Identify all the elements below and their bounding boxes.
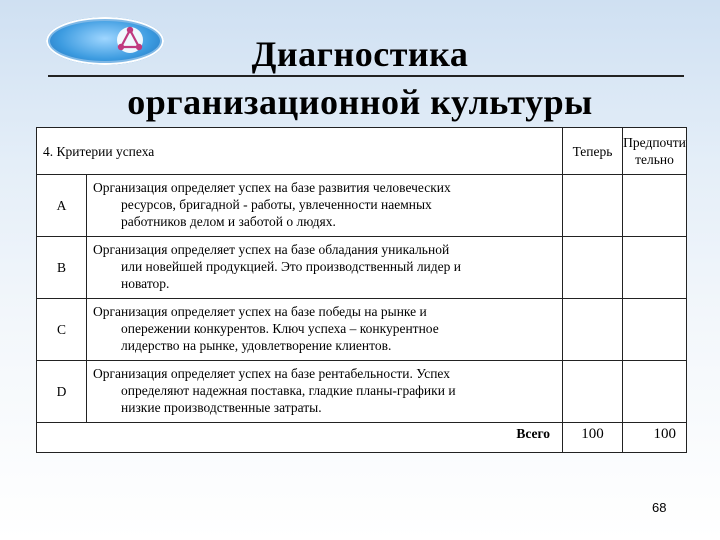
criteria-table xyxy=(36,127,687,453)
header-now: Теперь xyxy=(563,128,623,175)
total-label: Всего xyxy=(37,423,563,453)
row-letter: A xyxy=(37,175,87,237)
row-desc-line3: низкие производственные затраты. xyxy=(121,400,322,415)
table-row xyxy=(37,175,687,237)
row-desc-line3: новатор. xyxy=(121,276,170,291)
total-preferred: 100 xyxy=(623,423,687,453)
row-desc-line3: работников делом и заботой о людях. xyxy=(121,214,336,229)
table-total-row xyxy=(37,423,687,453)
row-preferred-cell[interactable] xyxy=(623,175,687,237)
header-preferred-line1: Предпочти xyxy=(623,135,686,150)
table-row xyxy=(37,299,687,361)
header-preferred xyxy=(623,128,687,175)
row-letter: C xyxy=(37,299,87,361)
row-now-cell[interactable] xyxy=(563,361,623,423)
page-title-line2: организационной культуры xyxy=(127,82,593,122)
table-header-row xyxy=(37,128,687,175)
header-preferred-line2: тельно xyxy=(635,152,674,167)
page-title-line1: Диагностика xyxy=(251,34,469,74)
row-desc-line1: Организация определяет успех на базе рентабельности. Успех xyxy=(93,366,450,381)
row-desc-line2: опережении конкурентов. Ключ успеха – конкурентное xyxy=(121,321,439,336)
row-description xyxy=(87,361,563,423)
row-now-cell[interactable] xyxy=(563,237,623,299)
row-desc-line2: ресурсов, бригадной - работы, увлеченности наемных xyxy=(121,197,432,212)
row-letter: D xyxy=(37,361,87,423)
row-desc-line3: лидерство на рынке, удовлетворение клиентов. xyxy=(121,338,392,353)
table-row xyxy=(37,361,687,423)
row-now-cell[interactable] xyxy=(563,299,623,361)
row-desc-line2: или новейшей продукцией. Это производственный лидер и xyxy=(121,259,461,274)
title-divider xyxy=(48,75,684,77)
page-number: 68 xyxy=(652,500,667,515)
row-desc-line1: Организация определяет успех на базе обладания уникальной xyxy=(93,242,450,257)
row-preferred-cell[interactable] xyxy=(623,361,687,423)
header-criteria: 4. Критерии успеха xyxy=(37,128,563,175)
row-preferred-cell[interactable] xyxy=(623,237,687,299)
row-description xyxy=(87,175,563,237)
row-desc-line1: Организация определяет успех на базе победы на рынке и xyxy=(93,304,427,319)
row-description xyxy=(87,237,563,299)
row-letter: B xyxy=(37,237,87,299)
total-now: 100 xyxy=(563,423,623,453)
row-desc-line2: определяют надежная поставка, гладкие планы-графики и xyxy=(121,383,456,398)
table-row xyxy=(37,237,687,299)
row-desc-line1: Организация определяет успех на базе развития человеческих xyxy=(93,180,451,195)
row-preferred-cell[interactable] xyxy=(623,299,687,361)
row-description xyxy=(87,299,563,361)
row-now-cell[interactable] xyxy=(563,175,623,237)
